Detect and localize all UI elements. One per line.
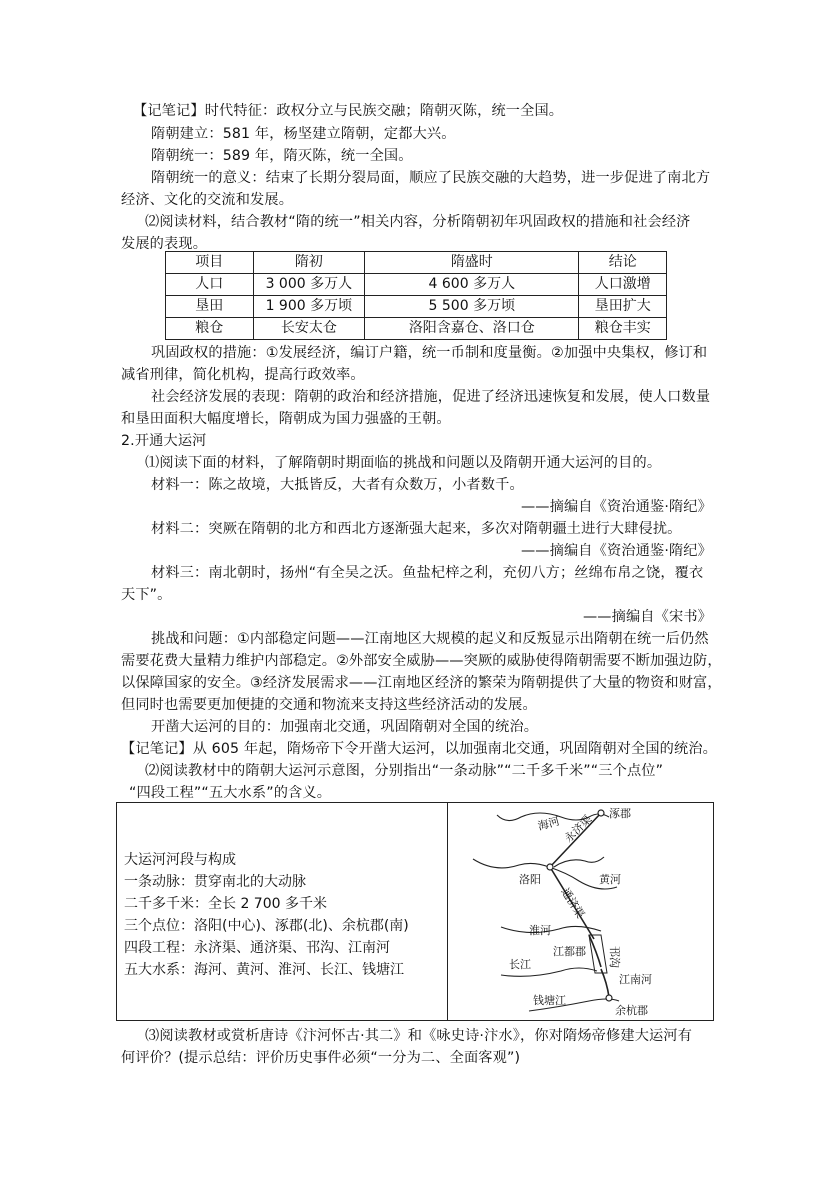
canal-box-item: 四段工程：永济渠、通济渠、邗沟、江南河 xyxy=(124,940,390,956)
text-line: 经济、文化的交流和发展。 xyxy=(121,192,294,208)
text-line: 发展的表现。 xyxy=(121,236,208,252)
text-line: 挑战和问题：①内部稳定问题——江南地区大规模的起义和反叛显示出隋朝在统一后仍然 xyxy=(151,631,709,647)
material-3: 材料三：南北朝时，扬州“有全吴之沃。鱼盐杞梓之利，充仞八方；丝绵布帛之饶，覆衣 xyxy=(151,565,704,581)
table-header-cell: 隋初 xyxy=(253,252,365,274)
table-row xyxy=(166,318,667,340)
table-cell: 洛阳含嘉仓、洛口仓 xyxy=(365,318,579,340)
question-3: ⑶阅读教材或赏析唐诗《汴河怀古·其二》和《咏史诗·汴水》，你对隋炀帝修建大运河有 xyxy=(145,1028,693,1044)
table-cell: 3 000 多万人 xyxy=(253,274,365,296)
text-line: 隋朝统一的意义：结束了长期分裂局面，顺应了民族交融的大趋势，进一步促进了南北方 xyxy=(151,170,711,186)
text-line: 开凿大运河的目的：加强南北交通，巩固隋朝对全国的统治。 xyxy=(151,719,539,735)
canal-map xyxy=(449,803,713,1020)
map-label-huaihe: 淮河 xyxy=(529,924,551,937)
map-label-luoyang: 洛阳 xyxy=(519,873,541,886)
canal-box-item: 一条动脉：贯穿南北的大动脉 xyxy=(124,874,306,890)
table-cell: 粮仓丰实 xyxy=(579,318,667,340)
table-header-row xyxy=(166,252,667,274)
question-2: ⑵阅读材料，结合教材“隋的统一”相关内容，分析隋朝初年巩固政权的措施和社会经济 xyxy=(145,214,691,230)
table-header-cell: 隋盛时 xyxy=(365,252,579,274)
north-branch-river xyxy=(554,857,604,867)
yuhang-marker xyxy=(606,995,612,1001)
material-2: 材料二：突厥在隋朝的北方和西北方逐渐强大起来，多次对隋朝疆土进行大肆侵扰。 xyxy=(151,521,682,537)
section-heading: 2.开通大运河 xyxy=(121,433,207,449)
table-cell: 长安太仓 xyxy=(253,318,365,340)
source-citation: ——摘编自《宋书》 xyxy=(582,609,712,625)
table-header-cell: 结论 xyxy=(579,252,667,274)
canal-box-item: 二千多千米：全长 2 700 多千米 xyxy=(124,896,327,912)
luoyang-marker xyxy=(547,864,553,870)
text-line: 以保障国家的安全。③经济发展需求——江南地区经济的繁荣为隋朝提供了大量的物资和财富， xyxy=(121,675,722,691)
map-label-hangou: 邗沟 xyxy=(608,946,621,968)
table-row xyxy=(166,274,667,296)
map-label-yongjiqu: 永济渠 xyxy=(561,812,595,846)
table-cell: 垦田扩大 xyxy=(579,296,667,318)
table-cell: 1 900 多万顷 xyxy=(253,296,365,318)
material-1: 材料一：陈之故境，大抵皆反，大者有众数万，小者数千。 xyxy=(151,477,524,493)
data-table xyxy=(165,251,667,340)
text-line: 天下”。 xyxy=(121,587,172,603)
text-line: “四段工程”“五大水系”的含义。 xyxy=(129,785,332,801)
note-heading-1: 【记笔记】时代特征：政权分立与民族交融；隋朝灭陈，统一全国。 xyxy=(133,103,564,119)
map-label-zhuojun: 涿郡 xyxy=(609,807,631,820)
canal-box-title: 大运河河段与构成 xyxy=(124,852,236,868)
table-cell: 人口 xyxy=(166,274,254,296)
map-label-jiangnanhe: 江南河 xyxy=(619,973,652,986)
text-line: 何评价？(提示总结：评价历史事件必须“一分为二、全面客观”) xyxy=(121,1050,521,1066)
table-cell: 4 600 多万人 xyxy=(365,274,579,296)
zhuojun-marker xyxy=(598,810,604,816)
table-cell: 5 500 多万顷 xyxy=(365,296,579,318)
map-label-qiantangjiang: 钱塘江 xyxy=(533,994,566,1007)
text-line: 隋朝建立：581 年，杨坚建立隋朝，定都大兴。 xyxy=(151,126,456,142)
map-label-haihe: 海河 xyxy=(536,814,562,833)
source-citation: ——摘编自《资治通鉴·隋纪》 xyxy=(520,543,712,559)
table-cell: 垦田 xyxy=(166,296,254,318)
map-label-jiangdu: 江都郡 xyxy=(553,945,586,958)
text-line: 巩固政权的措施：①发展经济，编订户籍，统一币制和度量衡。②加强中央集权，修订和 xyxy=(151,345,708,361)
hangou-canal xyxy=(589,935,601,967)
text-line: 社会经济发展的表现：隋朝的政治和经济措施，促进了经济迅速恢复和发展，使人口数量 xyxy=(151,389,711,405)
box-divider xyxy=(447,802,448,1021)
canal-box-item: 三个点位：洛阳(中心)、涿郡(北)、余杭郡(南) xyxy=(124,918,409,934)
text-line: 减省刑律，简化机构，提高行政效率。 xyxy=(121,367,365,383)
question-1: ⑴阅读下面的材料，了解隋朝时期面临的挑战和问题以及隋朝开通大运河的目的。 xyxy=(145,455,662,471)
text-line: 需要花费大量精力维护内部稳定。②外部安全威胁——突厥的威胁使得隋朝需要不断加强边防， xyxy=(121,653,722,669)
huanghe-river xyxy=(473,859,617,889)
map-label-changjiang: 长江 xyxy=(509,958,531,971)
table-cell: 粮仓 xyxy=(166,318,254,340)
text-line: 隋朝统一：589 年，隋灭陈，统一全国。 xyxy=(151,148,413,164)
map-label-huanghe: 黄河 xyxy=(599,873,621,886)
text-line: 和垦田面积大幅度增长，隋朝成为国力强盛的王朝。 xyxy=(121,411,451,427)
map-label-yuhang: 余杭郡 xyxy=(615,1004,648,1017)
source-citation: ——摘编自《资治通鉴·隋纪》 xyxy=(520,499,712,515)
note-heading-2: 【记笔记】从 605 年起，隋炀帝下令开凿大运河，以加强南北交通，巩固隋朝对全国的统治。 xyxy=(121,741,718,757)
table-header-cell: 项目 xyxy=(166,252,254,274)
map-label-tongjiqu: 通济渠 xyxy=(558,885,587,921)
table-row xyxy=(166,296,667,318)
question-2b: ⑵阅读教材中的隋朝大运河示意图，分别指出“一条动脉”“二千多千米”“三个点位” xyxy=(145,763,664,779)
text-line: 但同时也需要更加便捷的交通和物流来支持这些经济活动的发展。 xyxy=(121,697,537,713)
table-cell: 人口激增 xyxy=(579,274,667,296)
canal-box-item: 五大水系：海河、黄河、淮河、长江、钱塘江 xyxy=(124,962,404,978)
